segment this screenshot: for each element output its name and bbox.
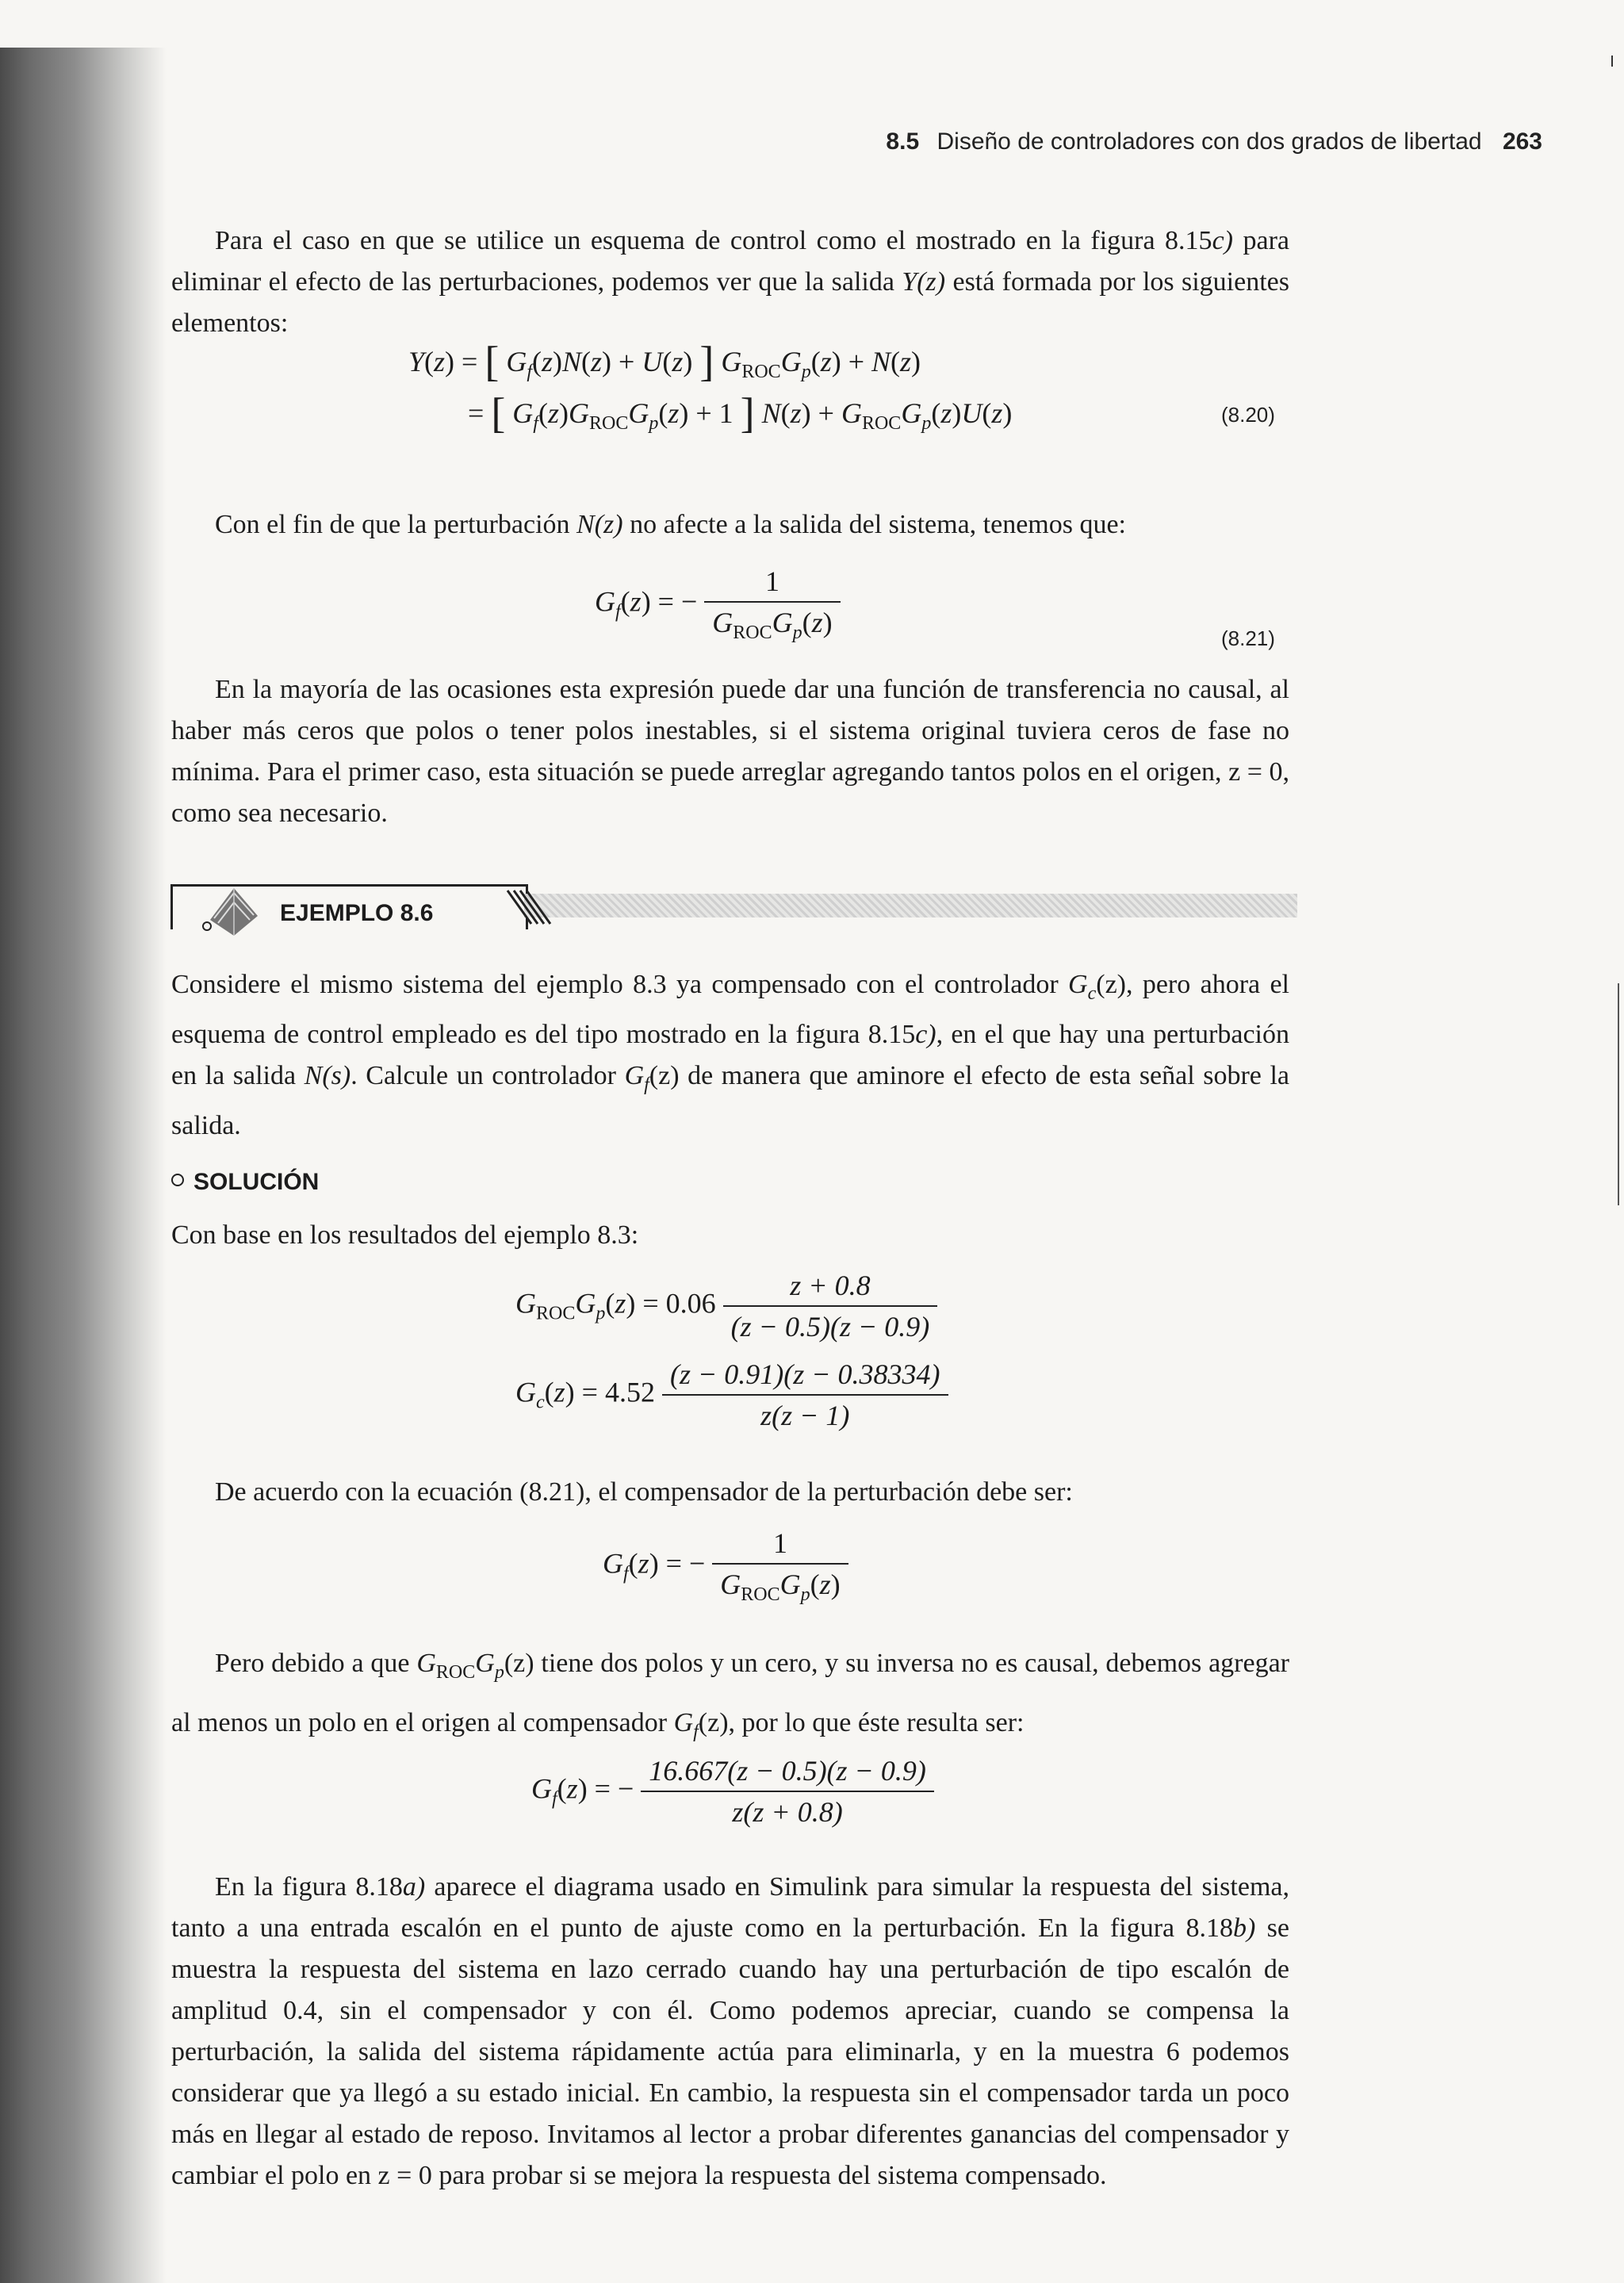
paragraph-simulink [171,1867,1289,2197]
text-span: G [624,1060,645,1090]
equation-gc: $G_c(z) = 4.52$ $\frac{(z - 0.91)(z - 0.38334)}{z(z - 1)}$ [515,1358,948,1432]
numerator: 1 [712,1526,848,1565]
equation-gf-final: $G_f(z)$ = − $\frac{16.667(z - 0.5)(z - 0.9)}{z(z + 0.8)}$ [531,1754,934,1829]
page-number: 263 [1502,128,1542,155]
margin-mark [1618,983,1619,1205]
section-number: 8.5 [886,128,920,155]
paragraph-example-statement [171,964,1289,1147]
text-span: c) [1212,226,1233,255]
paragraph-noncausal: Pero debido a que $G_{ROC}G_p(z)$ tiene dos polos y un cero, y su inversa no es causal, debemos agregar al menos un polo en el origen al compensador $G_f(z)$, por lo que éste resulta ser: [171,1649,1289,1742]
equation-groc-gp: $G_{ROC}G_p(z) = 0.06$ $\frac{z + 0.8}{(z - 0.5)(z - 0.9)}$ [515,1269,937,1343]
example-hatched-strip [524,894,1297,917]
equation-number-8-20: (8.20) [1221,403,1275,427]
text-span: se muestra la respuesta del sistema en lazo cerrado cuando hay una perturbación de tipo escalón de amplitud 0.4, sin el compensador y con él. Como podemos apreciar, cuando se compensa la perturbación, la salida del sistema rápidamente actúa para eliminarla, y en la muestra 6 podemos considerar que ya llegó a su estado inicial. En cambio, la respuesta sin el compensador tarda un poco más en llegar al estado de reposo. Invitamos al lector a probar diferentes ganancias del compensador y cambiar el polo en z = 0 para probar si se mejora la respuesta del sistema compensado. [171,1913,1289,2190]
text-span: (z), por lo que éste resulta ser: [698,1707,1025,1737]
text-span: (z) tiene dos polos y un cero, y su inversa no es causal, debemos agregar al menos un polo en el origen al compensador [171,1649,1289,1737]
paragraph-solution-intro: Con base en los resultados del ejemplo 8.3: [171,1220,639,1250]
section-title: Diseño de controladores con dos grados de libertad [936,128,1482,155]
text-span: para eliminar el efecto de las perturbaciones, podemos ver que la salida [171,226,1289,297]
equation-8-21: $G_f(z)$ = − $\frac{1}{G_{ROC}G_p(z)}$ [595,565,841,644]
text-span: (z) de manera que aminore el efecto de esta señal sobre la salida. [171,1060,1289,1140]
text-span: c [1087,983,1097,1004]
example-title: EJEMPLO 8.6 [280,900,434,926]
gain: 4.52 [604,1376,655,1408]
equation-gf-inverse: $G_f(z)$ = − $\frac{1}{G_{ROC}G_p(z)}$ [603,1526,848,1606]
text-span: N(s) [304,1060,351,1090]
paragraph-compensator: De acuerdo con la ecuación (8.21), el compensador de la perturbación debe ser: [215,1477,1073,1507]
text-span: N(z) [576,510,623,539]
numerator: z + 0.8 [723,1269,938,1307]
solution-label: SOLUCIÓN [193,1169,320,1195]
text-span: . Calcule un controlador [350,1060,625,1090]
fraction [641,1754,934,1829]
text-span: f [644,1074,649,1095]
paragraph-causality: En la mayoría de las ocasiones esta expresión puede dar una función de transferencia no causal, al haber más ceros que polos o tener polos inestables, si el sistema original tuviera ceros de fase no mínima. Para el primer caso, esta situación se puede arreglar agregando tantos polos en el origen, z = 0, como sea necesario. [171,675,1289,828]
diagonal-stripes-decoration [500,886,555,929]
example-header [170,884,1297,932]
denominator: z(z − 1) [760,1400,850,1431]
denominator: (z − 0.5)(z − 0.9) [730,1311,930,1343]
text-span: Y(z) [902,267,946,297]
text-span: Para el caso en que se utilice un esquema de control como el mostrado en la figura 8.15 [215,226,1212,255]
numerator: (z − 0.91)(z − 0.38334) [662,1358,948,1396]
numerator: 16.667(z − 0.5)(z − 0.9) [641,1754,934,1792]
gain: 0.06 [665,1287,716,1320]
bullet-icon [171,1174,184,1186]
text-span: , en el que hay una perturbación en la salida [171,1019,1289,1090]
fraction [662,1358,948,1432]
paragraph-condition [171,504,1289,546]
equation-8-20-line-1: Y(z) = [ $G_f(z)N(z) + U(z)$ ] $G_{ROC}G_p(z) + N(z)$ [408,338,921,385]
text-span: Considere el mismo sistema del ejemplo 8.3 ya compensado con el controlador [171,970,1069,999]
equation-8-20-line-2: = [ $G_f(z)G_{ROC}G_p(z) + 1$ ] $N(z) + G_{ROC}G_p(z)U(z)$ [468,389,1013,437]
text-span: está formada por los siguientes elementos: [171,267,1289,338]
text-span: (z), pero ahora el esquema de control empleado es del tipo mostrado en la figura 8.15 [171,970,1289,1049]
fraction [704,565,840,644]
text-span: En la figura 8.18 [215,1872,403,1902]
denominator: $G_{ROC}G_p(z)$ [712,607,833,644]
fraction [723,1269,938,1343]
denominator: $G_{ROC}G_p(z)$ [720,1569,841,1606]
equation-number-8-21: (8.21) [1221,626,1275,650]
paragraph-intro [171,220,1289,344]
text-span: b) [1233,1913,1256,1943]
text-span: aparece el diagrama usado en Simulink para simular la respuesta del sistema, tanto a una entrada escalón en el punto de ajuste como en la perturbación. En la figura 8.18 [171,1872,1289,1943]
text-span: no afecte a la salida del sistema, tenemos que: [622,510,1127,539]
running-header [761,128,1542,155]
solution-heading [171,1169,319,1196]
margin-mark [1611,56,1613,67]
denominator: z(z + 0.8) [732,1796,843,1828]
text-span: Pero debido a que [215,1649,417,1678]
surface-plot-icon [202,880,266,944]
text-span: Con el fin de que la perturbación [215,510,577,539]
text-span: c) [915,1019,936,1049]
text-span: G [1068,970,1088,999]
numerator: 1 [704,565,840,603]
text-span: a) [402,1872,426,1902]
fraction [712,1526,848,1606]
